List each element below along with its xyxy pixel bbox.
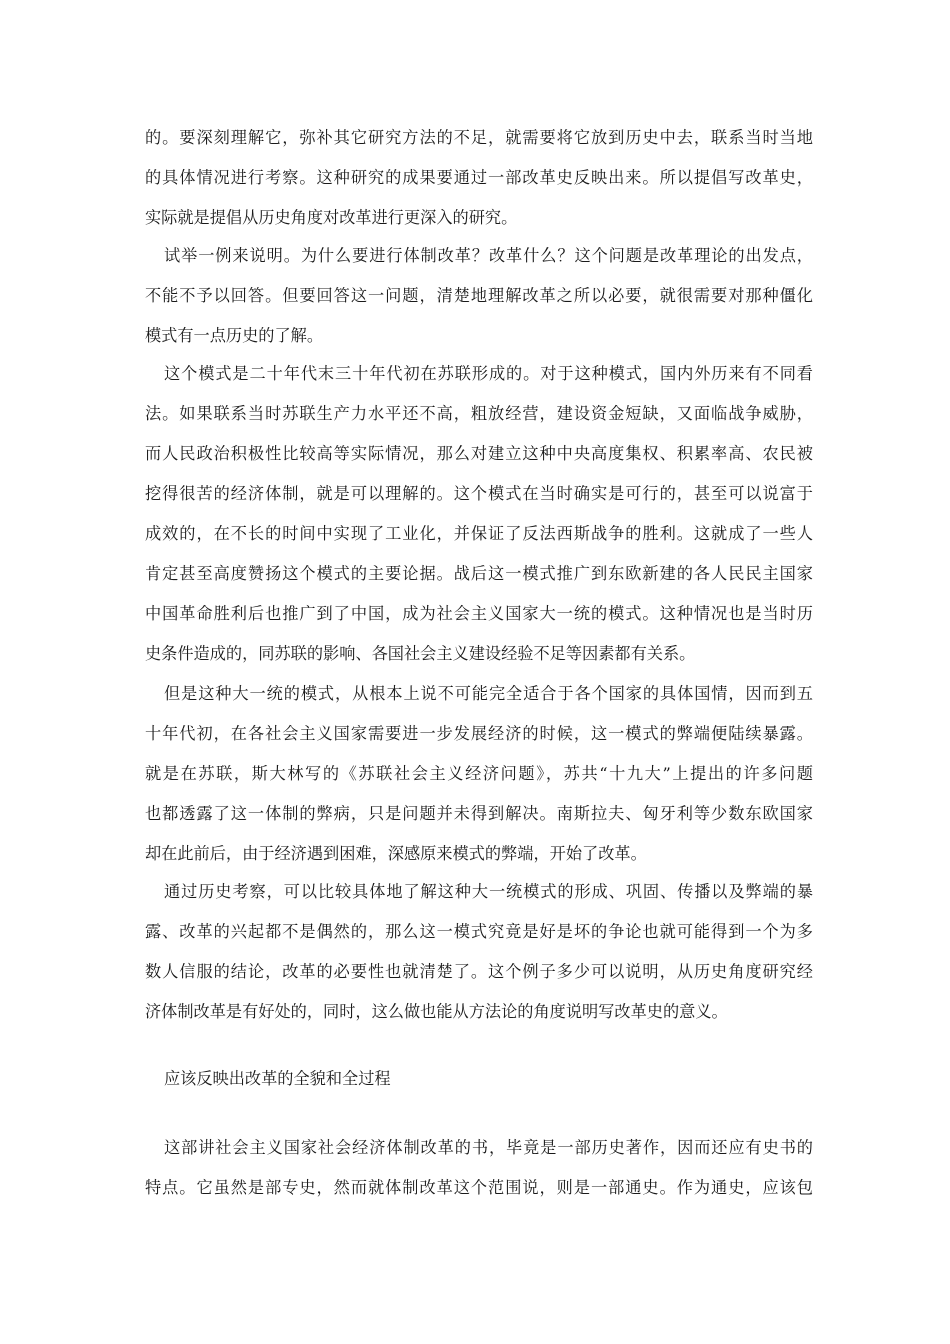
- paragraph-4-line-3: 就是在苏联，斯大林写的《苏联社会主义经济问题》，苏共“十九大”上提出的许多问题: [145, 764, 813, 783]
- paragraph-3-line-8: 史条件造成的，同苏联的影响、各国社会主义建设经验不足等因素都有关系。: [145, 644, 696, 663]
- paragraph-2-line-2: 不能不予以回答。但要回答这一问题，清楚地理解改革之所以必要，就很需要对那种僵化: [145, 286, 813, 305]
- paragraph-2-line-1: 试举一例来说明。为什么要进行体制改革？改革什么？这个问题是改革理论的出发点，: [164, 246, 813, 265]
- paragraph-1-line-2: 的具体情况进行考察。这种研究的成果要通过一部改革史反映出来。所以提倡写改革史，: [145, 168, 813, 187]
- paragraph-3-line-4: 挖得很苦的经济体制，就是可以理解的。这个模式在当时确实是可行的，甚至可以说富于: [145, 484, 813, 503]
- paragraph-4-line-1: 但是这种大一统的模式，从根本上说不可能完全适合于各个国家的具体国情，因而到五: [164, 684, 813, 703]
- paragraph-1-line-3: 实际就是提倡从历史角度对改革进行更深入的研究。: [145, 208, 518, 227]
- paragraph-4-line-2: 十年代初，在各社会主义国家需要进一步发展经济的时候，这一模式的弊端便陆续暴露。: [145, 724, 813, 743]
- final-paragraph-line-2: 特点。它虽然是部专史，然而就体制改革这个范围说，则是一部通史。作为通史，应该包: [145, 1178, 813, 1197]
- paragraph-5-line-3: 数人信服的结论，改革的必要性也就清楚了。这个例子多少可以说明，从历史角度研究经: [145, 962, 813, 981]
- paragraph-3-line-2: 法。如果联系当时苏联生产力水平还不高，粗放经营，建设资金短缺，又面临战争威胁，: [145, 404, 813, 423]
- paragraph-3-line-3: 而人民政治积极性比较高等实际情况，那么对建立这种中央高度集权、积累率高、农民被: [145, 444, 813, 463]
- paragraph-5-line-4: 济体制改革是有好处的，同时，这么做也能从方法论的角度说明写改革史的意义。: [145, 1002, 728, 1021]
- paragraph-5-line-1: 通过历史考察，可以比较具体地了解这种大一统模式的形成、巩固、传播以及弊端的暴: [164, 882, 813, 901]
- paragraph-4-line-5: 却在此前后，由于经济遇到困难，深感原来模式的弊端，开始了改革。: [145, 844, 647, 863]
- paragraph-4-line-4: 也都透露了这一体制的弊病，只是问题并未得到解决。南斯拉夫、匈牙利等少数东欧国家: [145, 804, 813, 823]
- paragraph-2-line-3: 模式有一点历史的了解。: [145, 326, 324, 345]
- section-heading: 应该反映出改革的全貌和全过程: [164, 1069, 391, 1088]
- paragraph-5-line-2: 露、改革的兴起都不是偶然的，那么这一模式究竟是好是坏的争论也就可能得到一个为多: [145, 922, 813, 941]
- paragraph-3-line-5: 成效的，在不长的时间中实现了工业化，并保证了反法西斯战争的胜利。这就成了一些人: [145, 524, 813, 543]
- final-paragraph-line-1: 这部讲社会主义国家社会经济体制改革的书，毕竟是一部历史著作，因而还应有史书的: [164, 1138, 813, 1157]
- paragraph-3-line-7: 中国革命胜利后也推广到了中国，成为社会主义国家大一统的模式。这种情况也是当时历: [145, 604, 813, 623]
- paragraph-3-line-1: 这个模式是二十年代末三十年代初在苏联形成的。对于这种模式，国内外历来有不同看: [164, 364, 813, 383]
- paragraph-1-line-1: 的。要深刻理解它，弥补其它研究方法的不足，就需要将它放到历史中去，联系当时当地: [145, 128, 813, 147]
- paragraph-3-line-6: 肯定甚至高度赞扬这个模式的主要论据。战后这一模式推广到东欧新建的各人民民主国家: [145, 564, 813, 583]
